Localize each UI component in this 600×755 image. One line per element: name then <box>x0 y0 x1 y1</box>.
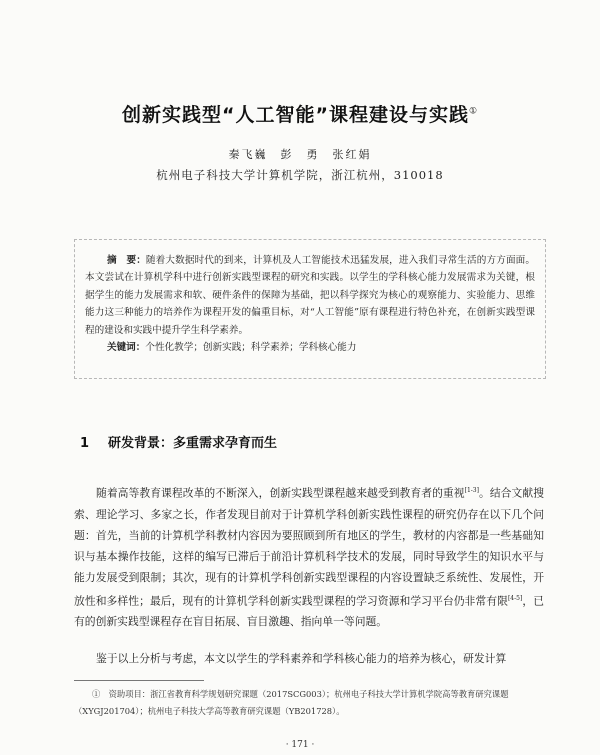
citation-1-3: [1-3] <box>464 487 479 494</box>
keywords-text: 个性化教学；创新实践；科学素养；学科核心能力 <box>145 342 357 354</box>
body-paragraph-2: 鉴于以上分析与考虑，本文以学生的学科素养和学科核心能力的培养为核心，研发计算 <box>96 652 507 665</box>
abstract-label: 摘 要： <box>107 255 146 266</box>
section-number: 1 <box>80 436 90 451</box>
keywords <box>85 339 535 356</box>
title-text: 创新实践型“人工智能”课程建设与实践 <box>121 104 469 126</box>
abstract <box>85 252 535 339</box>
section-heading <box>80 432 277 451</box>
paragraph-1-part-1: 随着高等教育课程改革的不断深入，创新实践型课程越来越受到教育者的重视 <box>96 486 465 500</box>
title-footnote-marker: ① <box>468 106 479 117</box>
keywords-label: 关键词： <box>107 342 146 354</box>
page-number: · 171 · <box>285 740 315 750</box>
footnote: ① 资助项目：浙江省教育科学规划研究课题（2017SCG003）；杭州电子科技大学计算机学院高等教育研究课题（XYGJ201704）；杭州电子科技大学高等教育研究课题（YB201728）。 <box>74 689 509 716</box>
body-paragraph-1 <box>74 480 544 632</box>
abstract-box <box>74 239 546 379</box>
abstract-text: 随着大数据时代的到来，计算机及人工智能技术迅猛发展，进入我们寻常生活的方方面面。本文尝试在计算机学科中进行创新实践型课程的研究和实践。以学生的学科核心能力发展需求为关键，根据学生的能力发展需求和软、硬件条件的保障为基础，把以科学探究为核心的观察能力、实验能力、思维能力这三种能力的培养作为课程开发的偏重目标，对“人工智能”原有课程进行特色补充，在创新实践型课程的建设和实践中提升学生科学素养。 <box>85 255 535 336</box>
author-affiliation: 杭州电子科技大学计算机学院，浙江杭州，310018 <box>156 168 444 182</box>
paper-title <box>0 100 600 127</box>
paragraph-1-part-2: 。结合文献搜索、理论学习、多家之长，作者发现目前对于计算机学科创新实践性课程的研究仍存在以下几个问题：首先，当前的计算机学科教材内容因为要照顾到所有地区的学生，教材的内容都是一些基础知识与基本操作技能，这样的编写已滞后于前沿计算机科学技术的发展，同时导致学生的知识水平与能力发展受到限制；其次，现有的计算机学科创新实践型课程的内容设置缺乏系统性、发展性，开放性和多样性；最后，现有的计算机学科创新实践型课程的学习资源和学习平台仍非常有限 <box>74 486 545 608</box>
footnote-divider <box>74 680 204 681</box>
paragraph-1-part-3: ，已有的创新实践型课程存在盲目拓展、盲目激趣、指向单一等问题。 <box>74 594 545 629</box>
author-list: 秦飞巍 彭 勇 张红娟 <box>228 148 372 161</box>
citation-4-5: [4-5] <box>507 594 523 602</box>
section-title: 研发背景：多重需求孕育而生 <box>108 436 278 451</box>
